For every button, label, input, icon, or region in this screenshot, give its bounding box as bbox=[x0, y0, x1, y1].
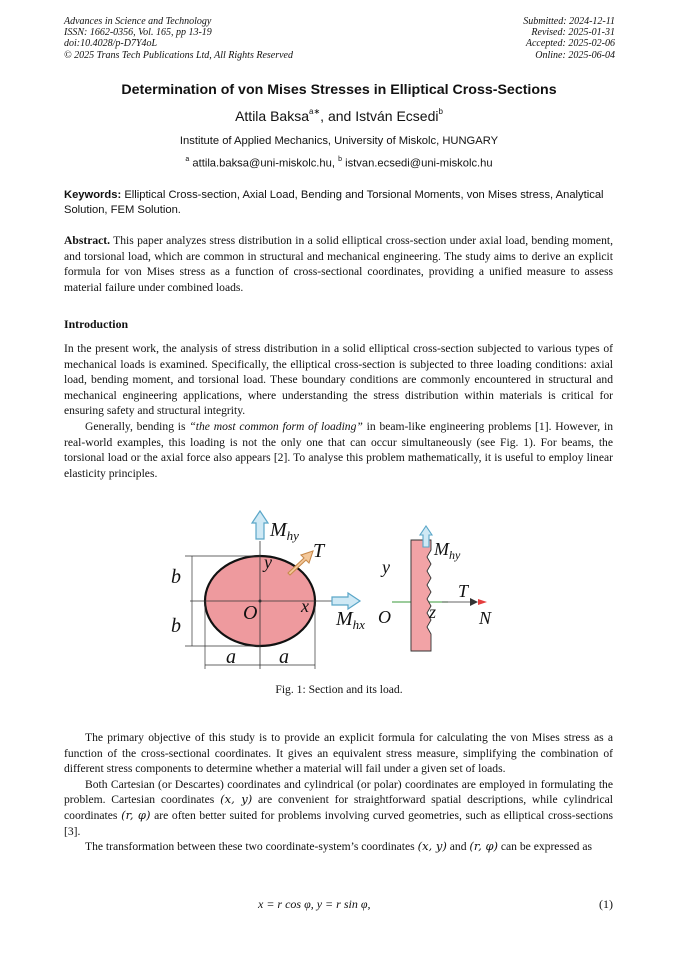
label-o2: O bbox=[378, 607, 391, 627]
p4-c: are often better suited for problems involving curved geometries, such as elliptical cross-sections [3]. bbox=[64, 808, 614, 838]
label-z: z bbox=[429, 602, 437, 622]
label-t2: T bbox=[458, 581, 469, 601]
abstract-text: This paper analyzes stress distribution in a solid elliptical cross-section under axial load, bending moment, and torsional load, which are common in structural and mechanical engineering. The study aims to derive an explicit formula for von Mises stress as a function of cross-sectional coordinates, providing a unified measure to assess material failure under combined loads. bbox=[64, 234, 613, 294]
label-mhy2 bbox=[433, 539, 461, 562]
p4-xy: (x, y) bbox=[220, 792, 253, 807]
mhx-arrow bbox=[332, 593, 360, 609]
dates-header bbox=[523, 16, 615, 61]
intro-paragraph-2 bbox=[64, 419, 613, 481]
authors bbox=[0, 108, 678, 124]
introduction-body bbox=[64, 341, 613, 481]
label-n: N bbox=[479, 608, 492, 628]
p5-rphi: (r, φ) bbox=[469, 839, 498, 854]
side-t-arrow-head bbox=[470, 598, 478, 606]
intro-paragraph-1: In the present work, the analysis of stress distribution in a solid elliptical cross-section subjected to various types of mechanical loads is examined. Specifically, the elliptical cross-section is subjected to three loading conditions: axial load, bending moment, and torsional load. These boundary conditions are commonly encountered in structural and mechanical engineering applications, where understanding the stress distribution within materials is critical for ensuring safety and structural integrity. bbox=[64, 342, 613, 418]
revised-date: Revised: 2025-01-31 bbox=[531, 27, 615, 39]
beam-side-section bbox=[411, 540, 431, 651]
label-mhy2-main: M bbox=[434, 539, 449, 559]
p4-rphi: (r, φ) bbox=[121, 807, 151, 822]
email-b[interactable]: istvan.ecsedi@uni-miskolc.hu bbox=[345, 157, 493, 170]
author-separator: , and bbox=[320, 108, 356, 124]
label-mhy-main: M bbox=[270, 519, 287, 541]
paragraph-coordinates bbox=[64, 777, 613, 839]
journal-name: Advances in Science and Technology bbox=[64, 16, 212, 27]
label-mhy2-sub: hy bbox=[449, 548, 461, 562]
author-1-sup: a∗ bbox=[309, 107, 321, 117]
side-n-arrow bbox=[478, 599, 487, 605]
author-2-sup: b bbox=[438, 107, 443, 117]
keywords bbox=[64, 188, 613, 218]
p5-a: The transformation between these two coordinate-system’s coordinates bbox=[85, 840, 418, 854]
section-heading-introduction: Introduction bbox=[64, 317, 129, 331]
origin-dot bbox=[259, 600, 262, 603]
p5-b: and bbox=[446, 840, 470, 854]
label-y: y bbox=[264, 552, 272, 572]
submitted-date: Submitted: 2024-12-11 bbox=[523, 16, 615, 27]
intro-p2-quote: “the most common form of loading” bbox=[189, 419, 363, 433]
intro-p2-start: Generally, bending is bbox=[85, 419, 190, 433]
figure-1-caption: Fig. 1: Section and its load. bbox=[275, 683, 403, 696]
label-t: T bbox=[313, 540, 325, 562]
label-a-left: a bbox=[226, 646, 236, 668]
label-mhy bbox=[269, 519, 299, 543]
issn: ISSN: 1662-0356, Vol. 165, pp 13-19 bbox=[64, 27, 212, 39]
paragraph-transformation bbox=[64, 839, 613, 855]
keywords-text: Elliptical Cross-section, Axial Load, Bending and Torsional Moments, von Mises stress, Analytical Solution, FEM Solution. bbox=[64, 189, 604, 216]
online-date: Online: 2025-06-04 bbox=[535, 49, 615, 61]
keywords-label: Keywords: bbox=[64, 189, 122, 201]
copyright: © 2025 Trans Tech Publications Ltd, All Rights Reserved bbox=[64, 49, 293, 61]
accepted-date: Accepted: 2025-02-06 bbox=[525, 38, 615, 50]
abstract bbox=[64, 233, 613, 295]
main-body bbox=[64, 730, 613, 855]
label-mhx-main: M bbox=[336, 608, 353, 630]
equation-1-number: (1) bbox=[599, 897, 613, 911]
email-a[interactable]: attila.baksa@uni-miskolc.hu, bbox=[192, 157, 335, 170]
label-mhy-sub: hy bbox=[286, 528, 299, 543]
label-b-bottom: b bbox=[171, 615, 181, 637]
label-o: O bbox=[243, 602, 258, 624]
label-mhx bbox=[335, 608, 365, 632]
email-a-sup: a bbox=[185, 156, 190, 163]
p5-c: can be expressed as bbox=[497, 840, 592, 854]
email-b-sup: b bbox=[338, 156, 342, 163]
label-b-top: b bbox=[171, 566, 181, 588]
p4-b: are convenient for straightforward spatial descriptions, while cylindrical coordinates bbox=[64, 793, 613, 822]
p5-xy: (x, y) bbox=[417, 839, 447, 854]
intro-p2-end: in beam-like engineering problems [1]. However, in real-world examples, this loading is not the only one that can occur simultaneously (see Fig. 1). For beams, the torsional load or the axial force also appears [2]. To analyse this problem mathematically, it is useful to employ linear elasticity principles. bbox=[64, 419, 613, 480]
paragraph-objective: The primary objective of this study is to provide an explicit formula for calculating the von Mises stress as a function of the cross-sectional coordinates. It gives an equivalent stress measure, simplifying the combination of different stress components to determine whether a material will fail under a given set of loads. bbox=[64, 731, 613, 776]
author-1: Attila Baksa bbox=[235, 108, 310, 124]
label-y2: y bbox=[382, 557, 390, 577]
paper-title: Determination of von Mises Stresses in Elliptical Cross-Sections bbox=[121, 82, 557, 98]
label-a-right: a bbox=[279, 646, 289, 668]
affiliation: Institute of Applied Mechanics, University of Miskolc, HUNGARY bbox=[179, 135, 499, 147]
p4-a: Both Cartesian (or Descartes) coordinates and cylindrical (or polar) coordinates are employed in formulating the problem. Cartesian coordinates bbox=[64, 777, 613, 807]
label-mhx-sub: hx bbox=[352, 617, 365, 632]
author-2: István Ecsedi bbox=[355, 108, 439, 124]
figure-1 bbox=[171, 505, 510, 675]
mhy-arrow bbox=[252, 511, 268, 539]
label-x: x bbox=[301, 596, 309, 616]
doi: doi:10.4028/p-D7Y4oL bbox=[64, 38, 158, 50]
journal-header bbox=[64, 16, 293, 61]
abstract-label: Abstract. bbox=[64, 234, 111, 247]
emails bbox=[0, 157, 678, 170]
equation-1-expression: x = r cos φ, y = r sin φ, bbox=[258, 897, 371, 911]
